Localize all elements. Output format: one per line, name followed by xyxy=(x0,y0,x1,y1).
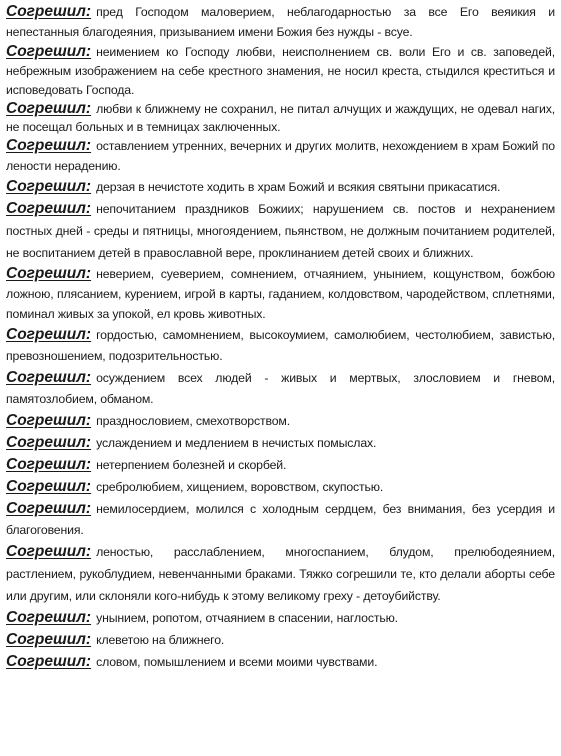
sin-entry xyxy=(6,42,555,100)
sin-keyword: Согрешил: xyxy=(6,653,92,670)
sin-entry xyxy=(6,454,555,476)
sin-text: сребролюбием, хищением, воровством, скупостью. xyxy=(96,480,384,494)
sin-entry xyxy=(6,136,555,176)
sin-keyword: Согрешил: xyxy=(6,100,92,117)
sin-text: леностью, расслаблением, многоспанием, блудом, прелюбодеянием, растлением, рукоблудием, невенчанными браками. Тяжко согрешили те, кто делали аборты себе или другим, или склоняли кого-нибудь к этому великому греху - детоубийству. xyxy=(6,545,555,603)
sin-entry xyxy=(6,498,555,541)
sin-text: неверием, суеверием, сомнением, отчаянием, унынием, кощунством, божбою ложною, плясанием, курением, игрой в карты, гаданием, колдовством, чародейством, сплетнями, поминал живых за упокой, ел кровь животных. xyxy=(6,267,555,321)
sin-entry xyxy=(6,176,555,198)
sin-keyword: Согрешил: xyxy=(6,609,92,626)
sin-text: услаждением и медлением в нечистых помыслах. xyxy=(96,436,377,450)
sin-keyword: Согрешил: xyxy=(6,265,92,282)
sin-text: осуждением всех людей - живых и мертвых, злословием и гневом, памятозлобием, обманом. xyxy=(6,371,555,406)
sin-keyword: Согрешил: xyxy=(6,326,92,343)
sin-keyword: Согрешил: xyxy=(6,3,92,20)
sin-text: оставлением утренних, вечерних и других молитв, нехождением в храм Божий по лености нерадению. xyxy=(6,139,555,173)
sin-text: дерзая в нечистоте ходить в храм Божий и всякия святыни прикасатися. xyxy=(96,180,501,194)
sin-entry xyxy=(6,432,555,454)
sin-entry xyxy=(6,198,555,264)
sin-entry xyxy=(6,2,555,42)
confession-list xyxy=(6,2,555,673)
sin-text: словом, помышлением и всеми моими чувствами. xyxy=(96,655,378,669)
sin-entry xyxy=(6,607,555,629)
sin-text: немилосердием, молился с холодным сердцем, без внимания, без усердия и благоговения. xyxy=(6,502,555,537)
sin-entry xyxy=(6,629,555,651)
sin-keyword: Согрешил: xyxy=(6,543,92,560)
sin-entry xyxy=(6,367,555,410)
sin-text: гордостью, самомнением, высокоумием, самолюбием, честолюбием, завистью, превозношением, подозрительностью. xyxy=(6,328,555,363)
sin-keyword: Согрешил: xyxy=(6,631,92,648)
sin-text: непочитанием праздников Божиих; нарушением св. постов и нехранением постных дней - среды и пятницы, многоядением, пьянством, не должным почитанием родителей, не воспитанием детей в православной вере, проклинанием детей своих и ближних. xyxy=(6,202,555,260)
sin-entry xyxy=(6,324,555,367)
sin-text: клеветою на ближнего. xyxy=(96,633,225,647)
sin-keyword: Согрешил: xyxy=(6,500,92,517)
sin-entry xyxy=(6,651,555,673)
sin-text: любви к ближнему не сохранил, не питал алчущих и жаждущих, не одевал нагих, не посещал больных и в темницах заключенных. xyxy=(6,102,555,134)
sin-keyword: Согрешил: xyxy=(6,478,92,495)
sin-text: унынием, ропотом, отчаянием в спасении, наглостью. xyxy=(96,611,398,625)
sin-entry xyxy=(6,410,555,432)
sin-text: нетерпением болезней и скорбей. xyxy=(96,458,287,472)
sin-text: празднословием, смехотворством. xyxy=(96,414,290,428)
sin-entry xyxy=(6,100,555,136)
sin-keyword: Согрешил: xyxy=(6,178,92,195)
sin-keyword: Согрешил: xyxy=(6,137,92,154)
sin-text: неимением ко Господу любви, неисполнением св. воли Его и св. заповедей, небрежным изображением на себе крестного знамения, не носил креста, стыдился креститься и исповедовать Господа. xyxy=(6,45,555,97)
sin-text: пред Господом маловерием, неблагодарностью за все Его веяикия и непестанныя благодеяния, призыванием имени Божия без нужды - всуе. xyxy=(6,5,555,39)
sin-keyword: Согрешил: xyxy=(6,43,92,60)
sin-keyword: Согрешил: xyxy=(6,412,92,429)
sin-entry xyxy=(6,476,555,498)
sin-keyword: Согрешил: xyxy=(6,456,92,473)
sin-entry xyxy=(6,541,555,607)
sin-keyword: Согрешил: xyxy=(6,200,92,217)
sin-keyword: Согрешил: xyxy=(6,369,92,386)
sin-keyword: Согрешил: xyxy=(6,434,92,451)
sin-entry xyxy=(6,264,555,324)
